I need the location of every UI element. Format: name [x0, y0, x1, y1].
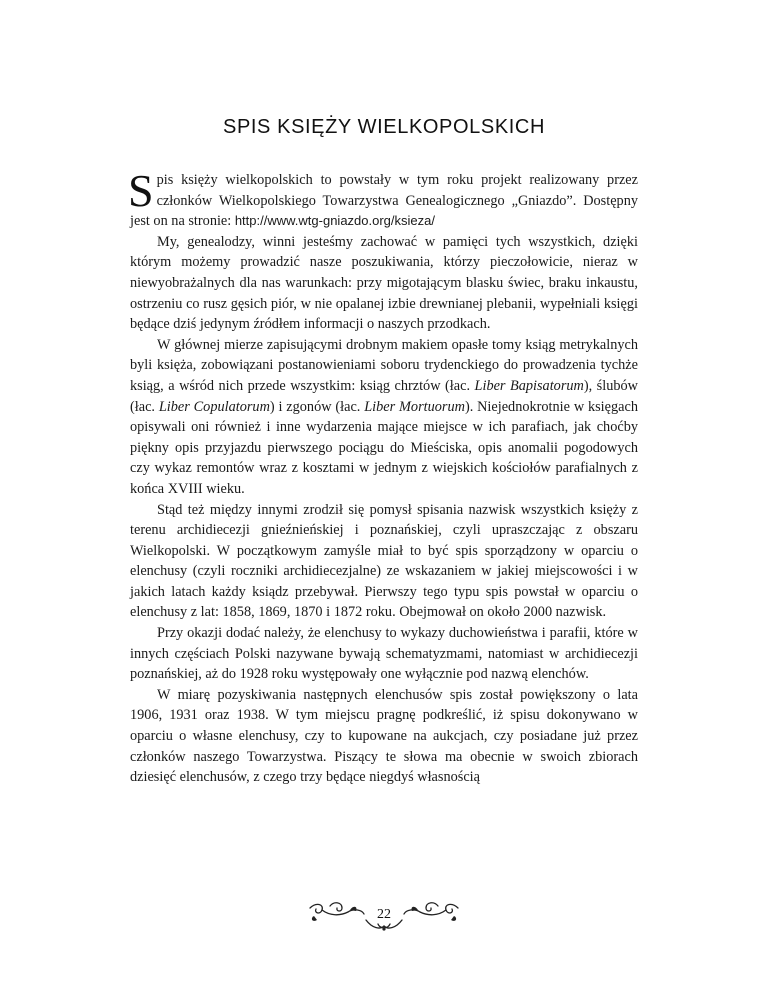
paragraph-3-text-c: ) i zgonów (łac.	[269, 398, 365, 415]
paragraph-3-text-b: ), ślubów (łac.	[130, 377, 638, 415]
page-title: SPIS KSIĘŻY WIELKOPOLSKICH	[223, 116, 545, 138]
paragraph-3	[130, 335, 638, 500]
paragraph-1	[128, 165, 638, 232]
drop-cap: S	[128, 165, 154, 216]
latin-term-deaths: Liber Mortuorum	[364, 398, 465, 415]
paragraph-5: Przy okazji dodać należy, że elenchusy to wykazy duchowieństwa i parafii, które w innych częściach Polski nazywane bywają schematyzmami, natomiast w archidiecezji poznańskiej, aż do 1928 roku występowały one wyłącznie pod nazwą elenchów.	[130, 625, 638, 683]
latin-term-baptisms: Liber Bapisatorum	[474, 377, 584, 394]
paragraph-3-text-a: W głównej mierze zapisującymi drobnym makiem opasłe tomy ksiąg metrykalnych byli księża, zobowiązani postanowieniami soboru trydenckiego do prowadzenia tychże ksiąg, a wśród nich przede wszystkim: ksiąg chrztów (łac.	[130, 336, 638, 394]
article-body	[128, 165, 638, 788]
paragraph-6: W miarę pozyskiwania następnych elenchusów spis został powiększony o lata 1906, 1931 oraz 1938. W tym miejscu pragnę podkreślić, iż spisu dokonywano w oparciu o własne elenchusy, czy to kupowane na aukcjach, czy posiadane już przez członków naszego Towarzystwa. Piszący te słowa ma obecnie w swoich zbiorach dziesięć elenchusów, z czego trzy będące niegdyś własnością	[130, 686, 638, 786]
page-number: 22	[377, 907, 391, 922]
page-footer	[130, 898, 638, 938]
paragraph-3-text-d: ). Niejednokrotnie w księgach opisywali oni również i inne wydarzenia mające miejsce w ich parafiach, jak choćby piękny opis przyjazdu pierwszego pociągu do Mieściska, opis anomalii pogodowych czy wykaz remontów wraz z kosztami w jednym z wiejskich kościołów parafialnych z końca XVIII wieku.	[130, 398, 638, 497]
paragraph-2: My, genealodzy, winni jesteśmy zachować w pamięci tych wszystkich, dzięki którym możemy prowadzić nasze poszukiwania, którzy pieczołowicie, nieraz w niewyobrażalnych dla nas warunkach: przy migotającym blasku świec, braku inkaustu, ostrzeniu co rusz gęsich piór, w nie opalanej izbie drewnianej plebanii, wypełniali księgi będące dziś jedynym źródłem informacji o naszych przodkach.	[130, 233, 638, 333]
paragraph-1-text: pis księży wielkopolskich to powstały w tym roku projekt realizowany przez członków Wielkopolskiego Towarzystwa Genealogicznego „Gniazdo”. Dostępny jest on na stronie:	[130, 172, 638, 230]
paragraph-4: Stąd też między innymi zrodził się pomysł spisania nazwisk wszystkich księży z terenu archidiecezji gnieźnieńskiej i poznańskiej, czyli upraszczając z obszaru Wielkopolski. W początkowym zamyśle miał to być spis sporządzony w oparciu o elenchusy (czyli roczniki archidiecezjalne) ze wskazaniem w jakiej miejscowości i w jakich latach każdy ksiądz przebywał. Pierwszy tego typu spis powstał w oparciu o elenchusy z lat: 1858, 1869, 1870 i 1872 roku. Obejmował on około 2000 nazwisk.	[130, 501, 638, 621]
website-url[interactable]: http://www.wtg-gniazdo.org/ksieza/	[234, 213, 435, 229]
latin-term-marriages: Liber Copulatorum	[158, 398, 270, 415]
